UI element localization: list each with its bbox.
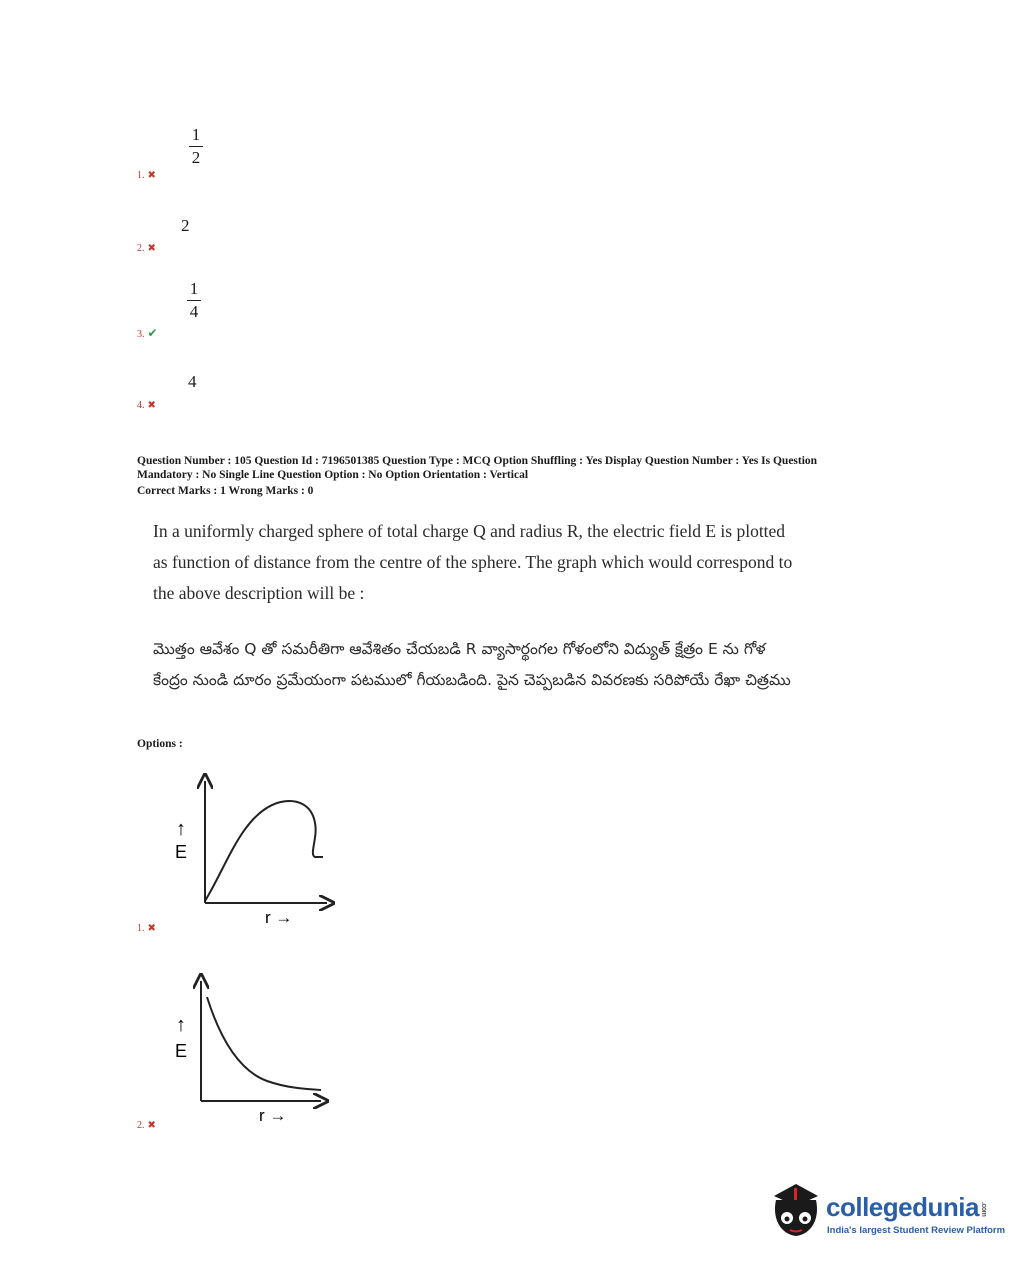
option-value: 4 [188, 372, 197, 391]
wrong-cross-icon: ✖ [147, 923, 156, 934]
logo-name: collegedunia.com [826, 1192, 987, 1222]
y-arrow: ↑ [176, 1014, 186, 1036]
question-meta [137, 454, 877, 498]
wrong-cross-icon: ✖ [147, 243, 156, 254]
question-meta-line1: Question Number : 105 Question Id : 7196501385 Question Type : MCQ Option Shuffling : Yes Display Question Number : Yes Is Question [137, 455, 818, 467]
question-marks: Correct Marks : 1 Wrong Marks : 0 [137, 485, 314, 497]
graph-option-2 [137, 975, 337, 1125]
option-number: 3. [137, 329, 145, 340]
y-axis-label: E [174, 842, 188, 862]
fraction: 1 2 [189, 126, 203, 167]
correct-check-icon: ✔ [147, 326, 158, 340]
options-label: Options : [137, 738, 183, 750]
curve [207, 997, 321, 1090]
logo-suffix: .com [979, 1201, 987, 1217]
wrong-cross-icon: ✖ [147, 1120, 156, 1131]
option-2[interactable] [137, 975, 337, 1131]
logo-tagline: India's largest Student Review Platform [827, 1225, 1006, 1236]
question-text-english: In a uniformly charged sphere of total charge Q and radius R, the electric field E is plotted as function of distance from the centre of the sphere. The graph which would correspond to the above description will be : [153, 521, 793, 603]
collegedunia-logo [766, 1178, 1006, 1248]
y-axis-label: E [174, 1041, 188, 1061]
wrong-cross-icon: ✖ [147, 170, 156, 181]
option-number: 4. [137, 400, 145, 411]
option-number: 2. [137, 243, 145, 254]
curve [205, 801, 323, 901]
option-value: 2 [181, 216, 190, 235]
option-number: 2. [137, 1120, 145, 1131]
fraction: 1 4 [187, 280, 201, 321]
wrong-cross-icon: ✖ [147, 400, 156, 411]
x-axis-label: r → [259, 1106, 287, 1125]
option-1[interactable] [137, 775, 337, 934]
question-meta-line2: Mandatory : No Single Line Question Option : No Option Orientation : Vertical [137, 469, 529, 481]
y-arrow: ↑ [176, 818, 186, 840]
question-text-telugu: మొత్తం ఆవేశం Q తో సమరీతిగా ఆవేశితం చేయబడి R వ్యాసార్థంగల గోళంలోని విద్యుత్ క్షేత్రం E ను గోళ కేంద్రం నుండి దూరం ప్రమేయంగా పటములో గీయబడింది. పైన చెప్పబడిన వివరణకు సరిపోయే రేఖా చిత్రము [153, 640, 791, 689]
student-mascot-icon [766, 1178, 828, 1244]
option-number: 1. [137, 923, 145, 934]
option-number: 1. [137, 170, 145, 181]
graph-option-1 [137, 775, 337, 927]
x-axis-label: r → [265, 908, 293, 927]
